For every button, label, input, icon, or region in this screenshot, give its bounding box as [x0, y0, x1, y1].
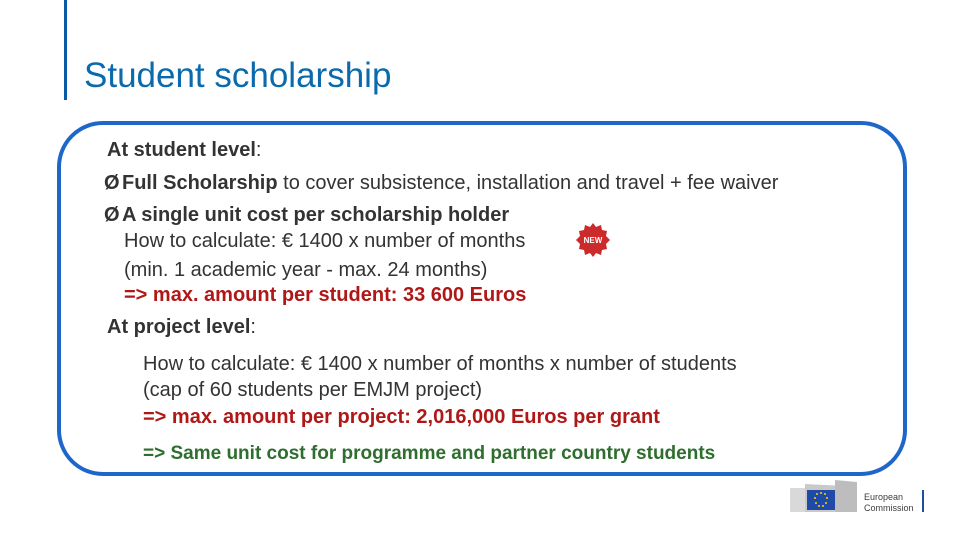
project-cap-line: (cap of 60 students per EMJM project) [143, 379, 483, 401]
project-max-line: => max. amount per project: 2,016,000 Euros per grant [143, 406, 660, 428]
slide-title: Student scholarship [84, 56, 392, 95]
project-level-heading: At project level: [107, 316, 256, 338]
project-calc-line: How to calculate: € 1400 x number of months x number of students [143, 353, 737, 375]
student-range-line: (min. 1 academic year - max. 24 months) [124, 259, 488, 281]
arrow-bullet-icon: Ø [104, 204, 120, 226]
student-calc-line: How to calculate: € 1400 x number of months [124, 230, 526, 252]
title-accent-bar [64, 0, 67, 100]
same-cost-line: => Same unit cost for programme and partner country students [143, 443, 716, 464]
student-level-heading: At student level: [107, 139, 262, 161]
logo-text: European Commission [864, 492, 914, 513]
badge-label: NEW [583, 236, 603, 245]
new-badge-icon [575, 222, 611, 258]
arrow-bullet-icon: Ø [104, 172, 120, 194]
logo-divider [922, 490, 924, 512]
list-item: Ø Full Scholarship to cover subsistence, installation and travel + fee waiver [104, 172, 779, 194]
list-item: Ø A single unit cost per scholarship holder [104, 204, 510, 226]
student-max-line: => max. amount per student: 33 600 Euros [124, 284, 527, 306]
